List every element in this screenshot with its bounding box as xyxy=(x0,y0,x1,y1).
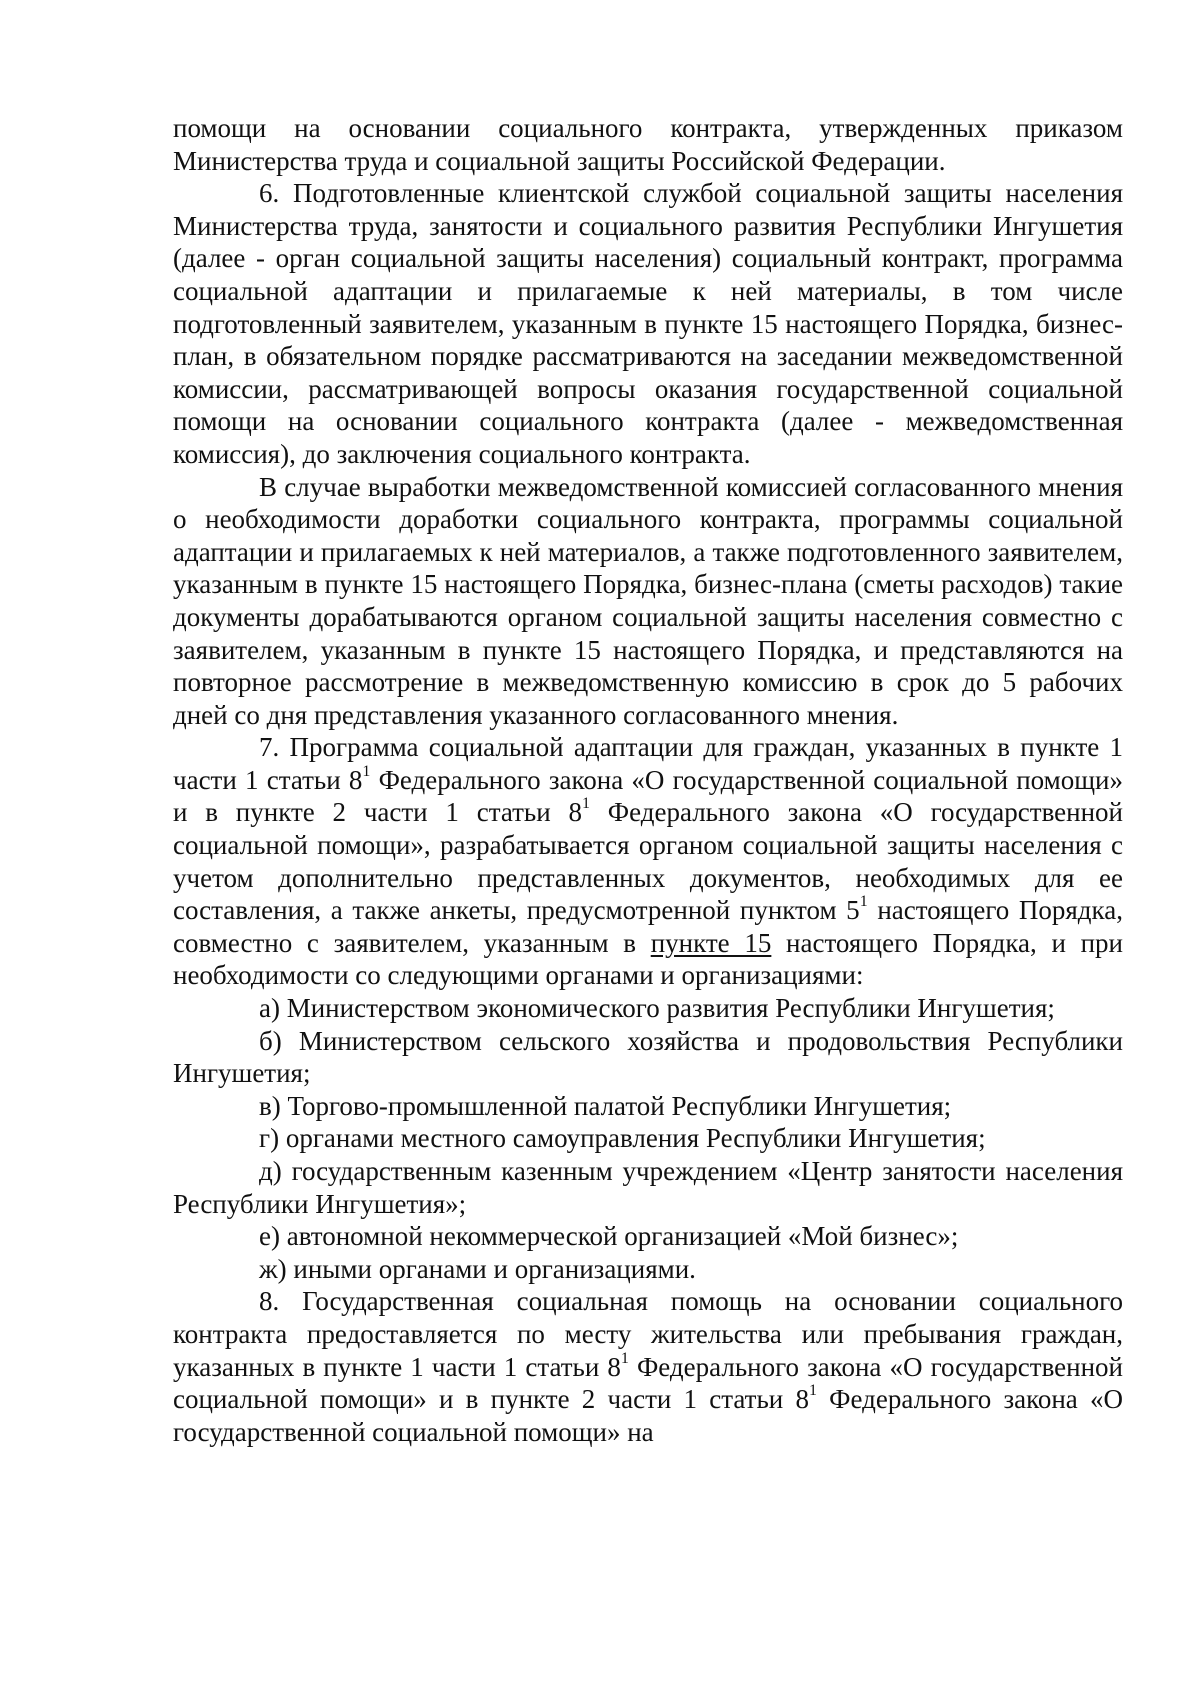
paragraph-8-text-3: Федерального закона «О государственной социальной помощи» на xyxy=(173,1384,1123,1447)
list-item-d: д) государственным казенным учреждением «Центр занятости населения Республики Ингушетия»; xyxy=(173,1156,1123,1219)
paragraph-8-text-2: Федерального закона «О государственной социальной помощи» и в пункте 2 части 1 статьи 8 xyxy=(173,1351,1123,1415)
list-item-v: в) Торгово-промышленной палатой Республики Ингушетия; xyxy=(259,1090,952,1121)
superscript: 1 xyxy=(362,762,371,780)
paragraph-7-text-4: настоящего Порядка, совместно с заявителем, указанным в xyxy=(173,895,1123,958)
paragraph-7-text-3: Федерального закона «О государственной социальной помощи», разрабатывается органом социальной защиты населения с учетом дополнительно представленных документов, необходимых для ее составления, а также анкеты, предусмотренной пунктом 5 xyxy=(173,797,1123,926)
paragraph-7-text-5: настоящего Порядка, и при необходимости со следующими органами и организациями: xyxy=(173,927,1123,991)
superscript: 1 xyxy=(859,893,868,911)
paragraph-continuation: помощи на основании социального контракта, утвержденных приказом Министерства труда и социальной защиты Российской Федерации. xyxy=(173,113,1123,176)
paragraph-7-text-1: 7. Программа социальной адаптации для граждан, указанных в пункте 1 части 1 статьи 8 xyxy=(173,732,1123,795)
paragraph-7 xyxy=(173,731,1123,992)
paragraph-7-text-2: Федерального закона «О государственной социальной помощи» и в пункте 2 части 1 статьи 8 xyxy=(173,764,1123,828)
superscript: 1 xyxy=(808,1382,817,1400)
paragraph-6: 6. Подготовленные клиентской службой социальной защиты населения Министерства труда, занятости и социального развития Республики Ингушетия (далее - орган социальной защиты населения) социальный контракт, программа социальной адаптации и прилагаемые к ней материалы, в том числе подготовленный заявителем, указанным в пункте 15 настоящего Порядка, бизнес-план, в обязательном порядке рассматриваются на заседании межведомственной комиссии, рассматривающей вопросы оказания государственной социальной помощи на основании социального контракта (далее - межведомственная комиссия), до заключения социального контракта. xyxy=(173,178,1123,469)
punkt-15-link[interactable]: пункте 15 xyxy=(650,927,772,958)
paragraph-8 xyxy=(173,1285,1123,1448)
list-item-a: а) Министерством экономического развития Республики Ингушетия; xyxy=(259,993,1055,1024)
paragraph-6-revision: В случае выработки межведомственной комиссией согласованного мнения о необходимости доработки социального контракта, программы социальной адаптации и прилагаемых к ней материалов, а также подготовленного заявителем, указанным в пункте 15 настоящего Порядка, бизнес-плана (сметы расходов) такие документы дорабатываются органом социальной защиты населения совместно с заявителем, указанным в пункте 15 настоящего Порядка, и представляются на повторное рассмотрение в межведомственную комиссию в срок до 5 рабочих дней со дня представления указанного согласованного мнения. xyxy=(173,471,1123,730)
document-body xyxy=(173,112,1123,1448)
list-item-zh: ж) иными органами и организациями. xyxy=(259,1253,696,1284)
superscript: 1 xyxy=(582,795,590,813)
list-item-e: е) автономной некоммерческой организацией «Мой бизнес»; xyxy=(259,1221,959,1252)
list-item-g: г) органами местного самоуправления Республики Ингушетия; xyxy=(259,1123,986,1154)
superscript: 1 xyxy=(620,1349,629,1367)
list-item-b: б) Министерством сельского хозяйства и продовольствия Республики Ингушетия; xyxy=(173,1025,1123,1089)
paragraph-8-text-1: 8. Государственная социальная помощь на основании социального контракта предоставляется по месту жительства или пребывания граждан, указанных в пункте 1 части 1 статьи 8 xyxy=(173,1286,1123,1382)
